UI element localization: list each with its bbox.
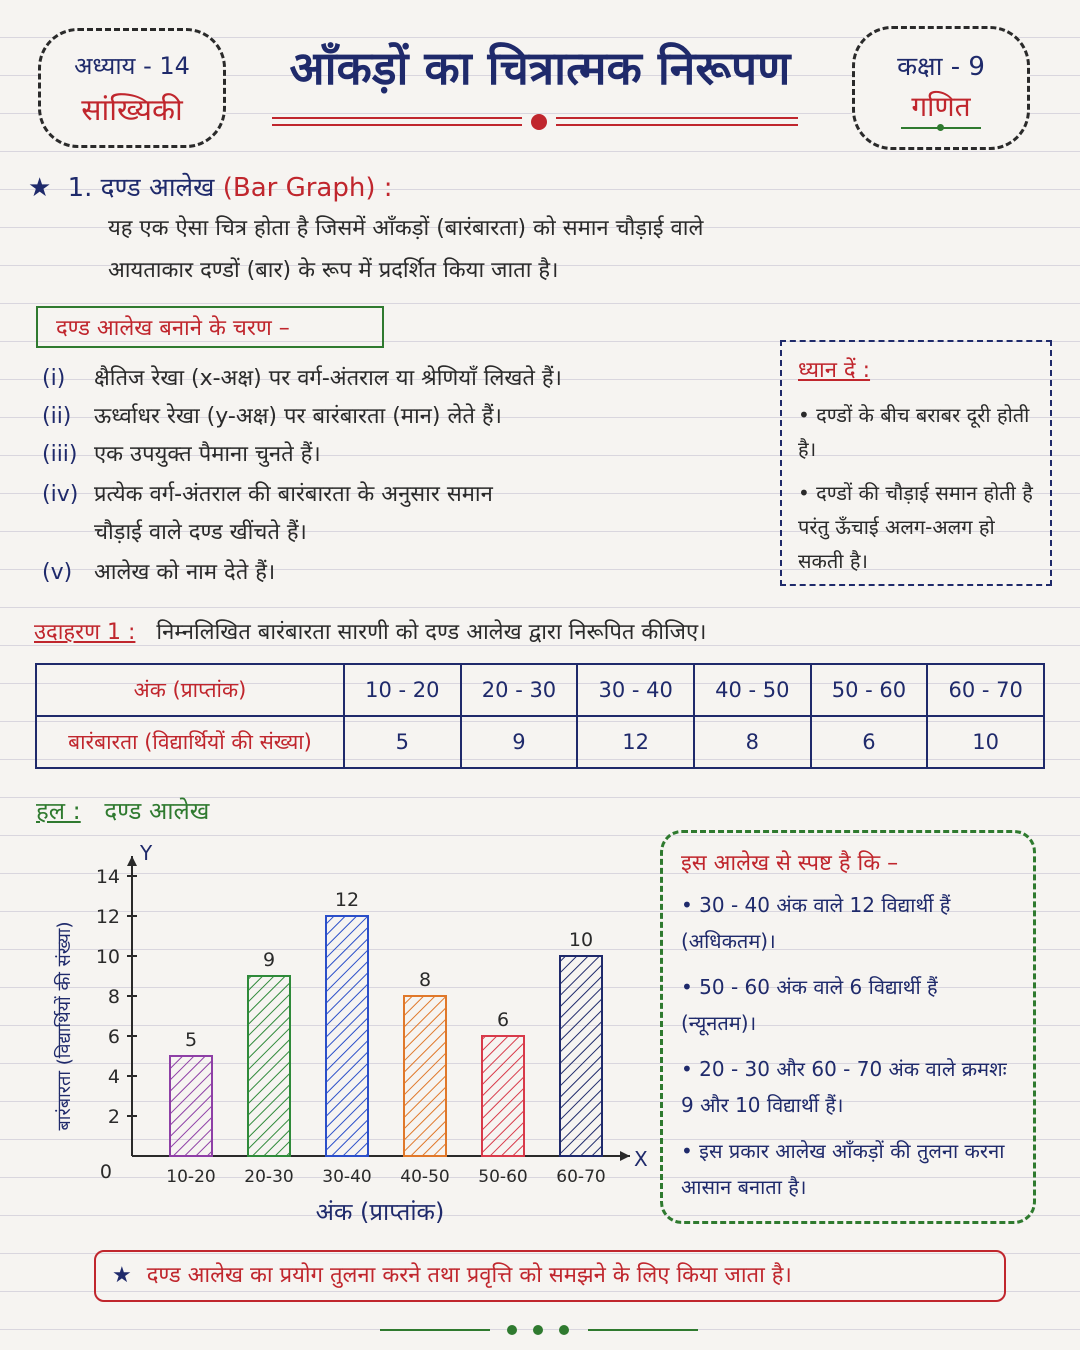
y-tick-label: 14 — [95, 866, 120, 888]
title-underline-right — [556, 115, 798, 129]
note-item: • दण्डों के बीच बराबर दूरी होती है। — [798, 403, 1030, 461]
bar — [248, 976, 290, 1156]
section-heading-hindi: 1. दण्ड आलेख — [67, 173, 215, 203]
footer-ornament-dot — [533, 1325, 543, 1335]
table-cell: 60 - 70 — [927, 664, 1044, 716]
table-cell: 6 — [811, 716, 928, 768]
table-cell: 50 - 60 — [811, 664, 928, 716]
chapter-subject: सांख्यिकी — [81, 93, 183, 128]
x-tick-label: 50-60 — [478, 1167, 528, 1187]
course-label: गणित — [911, 90, 971, 123]
observation-item: • 50 - 60 अंक वाले 6 विद्यार्थी हैं (न्यूनतम)। — [681, 975, 938, 1035]
footer-ornament-line — [588, 1329, 698, 1331]
table-header-marks: अंक (प्राप्तांक) — [36, 664, 344, 716]
y-axis-arrow-icon — [127, 856, 137, 866]
table-cell: 30 - 40 — [577, 664, 694, 716]
x-tick-label: 20-30 — [244, 1167, 294, 1187]
y-tick-label: 2 — [107, 1106, 120, 1128]
section-heading — [28, 168, 393, 204]
class-badge — [852, 26, 1030, 150]
star-icon: ★ — [28, 173, 52, 203]
bar — [482, 1036, 524, 1156]
observation-item: • 20 - 30 और 60 - 70 अंक वाले क्रमशः 9 और 10 विद्यार्थी हैं। — [681, 1057, 1007, 1117]
x-tick-label: 60-70 — [556, 1167, 606, 1187]
x-axis-label: अंक (प्राप्तांक) — [315, 1198, 445, 1226]
x-tick-label: 10-20 — [166, 1167, 216, 1187]
frequency-table — [35, 663, 1045, 769]
observations-box — [660, 830, 1036, 1224]
table-row — [36, 716, 1044, 768]
step-item: (v) आलेख को नाम देते हैं। — [42, 560, 276, 585]
step-item: (i) क्षैतिज रेखा (x-अक्ष) पर वर्ग-अंतराल या श्रेणियाँ लिखते हैं। — [42, 366, 562, 391]
y-tick-label: 10 — [95, 946, 120, 968]
example-label: उदाहरण 1 : — [34, 620, 136, 645]
observations-title: इस आलेख से स्पष्ट है कि – — [681, 851, 899, 876]
bar — [170, 1056, 212, 1156]
note-box — [780, 340, 1052, 586]
bar-value-label: 5 — [184, 1029, 198, 1051]
y-tick-label: 0 — [99, 1161, 112, 1183]
definition-line-1: यह एक ऐसा चित्र होता है जिसमें आँकड़ों (बारंबारता) को समान चौड़ाई वाले — [108, 216, 704, 241]
table-cell: 20 - 30 — [461, 664, 578, 716]
solution-heading — [36, 794, 209, 827]
title-underline-left — [272, 115, 522, 129]
observation-item: • इस प्रकार आलेख आँकड़ों की तुलना करना आसान बनाता है। — [681, 1139, 1005, 1199]
x-tick-label: 40-50 — [400, 1167, 450, 1187]
x-axis-arrow-icon — [620, 1151, 630, 1161]
bar-value-label: 9 — [262, 949, 276, 971]
table-cell: 10 - 20 — [344, 664, 461, 716]
bar-value-label: 6 — [496, 1009, 510, 1031]
bar — [560, 956, 602, 1156]
bar-chart — [40, 836, 660, 1236]
steps-title: दण्ड आलेख बनाने के चरण – — [36, 306, 384, 348]
step-item: (iii) एक उपयुक्त पैमाना चुनते हैं। — [42, 442, 321, 467]
y-tick-label: 4 — [107, 1066, 120, 1088]
table-cell: 40 - 50 — [694, 664, 811, 716]
footer-note — [94, 1250, 1006, 1302]
step-item: (ii) ऊर्ध्वाधर रेखा (y-अक्ष) पर बारंबारता (मान) लेते हैं। — [42, 404, 502, 429]
note-item: • दण्डों की चौड़ाई समान होती है परंतु ऊँचाई अलग-अलग हो सकती है। — [798, 481, 1033, 573]
y-tick-label: 12 — [95, 906, 120, 928]
y-tick-label: 6 — [107, 1026, 120, 1048]
bar — [404, 996, 446, 1156]
table-cell: 9 — [461, 716, 578, 768]
x-axis-letter: X — [634, 1147, 648, 1171]
footer-ornament-dot — [507, 1325, 517, 1335]
title-dot — [531, 114, 547, 130]
footer-text: दण्ड आलेख का प्रयोग तुलना करने तथा प्रवृत्ति को समझने के लिए किया जाता है। — [146, 1263, 792, 1288]
step-item: चौड़ाई वाले दण्ड खींचते हैं। — [94, 520, 307, 545]
bar — [326, 916, 368, 1156]
table-cell: 12 — [577, 716, 694, 768]
y-axis-label: बारंबारता (विद्यार्थियों की संख्या) — [54, 921, 75, 1131]
badge-ornament — [901, 127, 981, 129]
y-tick-label: 8 — [107, 986, 120, 1008]
step-item: (iv) प्रत्येक वर्ग-अंतराल की बारंबारता के अनुसार समान — [42, 482, 493, 507]
table-cell: 10 — [927, 716, 1044, 768]
table-cell: 8 — [694, 716, 811, 768]
bar-value-label: 8 — [418, 969, 432, 991]
x-tick-label: 30-40 — [322, 1167, 372, 1187]
example-heading — [34, 616, 706, 646]
definition-line-2: आयताकार दण्डों (बार) के रूप में प्रदर्शित किया जाता है। — [108, 258, 559, 283]
bar-value-label: 12 — [334, 889, 360, 911]
example-text: निम्नलिखित बारंबारता सारणी को दण्ड आलेख द्वारा निरूपित कीजिए। — [156, 620, 707, 645]
note-title: ध्यान दें : — [798, 358, 871, 383]
table-cell: 5 — [344, 716, 461, 768]
class-label: कक्षा - 9 — [897, 52, 985, 82]
table-row — [36, 664, 1044, 716]
footer-ornament-line — [380, 1329, 490, 1331]
solution-title: दण्ड आलेख — [104, 797, 210, 825]
star-icon: ★ — [112, 1263, 132, 1288]
solution-label: हल : — [36, 797, 81, 825]
observation-item: • 30 - 40 अंक वाले 12 विद्यार्थी हैं (अधिकतम)। — [681, 893, 951, 953]
footer-ornament-dot — [559, 1325, 569, 1335]
section-heading-english: (Bar Graph) : — [222, 173, 393, 203]
chapter-number: अध्याय - 14 — [74, 52, 190, 80]
table-header-frequency: बारंबारता (विद्यार्थियों की संख्या) — [36, 716, 344, 768]
y-axis-letter: Y — [140, 841, 153, 865]
bar-value-label: 10 — [568, 929, 594, 951]
page-title: आँकड़ों का चित्रात्मक निरूपण — [289, 41, 791, 95]
chapter-badge — [38, 28, 226, 148]
